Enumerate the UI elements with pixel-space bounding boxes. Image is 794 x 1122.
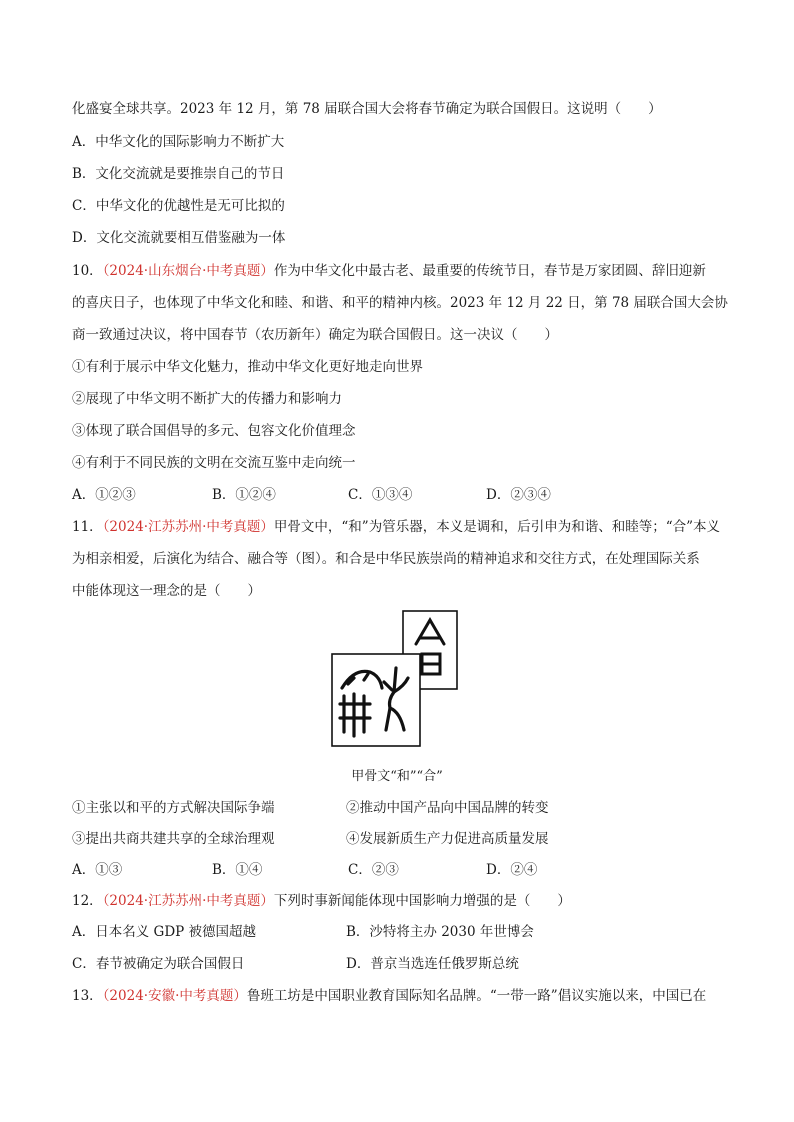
q13-stem bbox=[72, 986, 724, 1006]
q11-option-c[interactable]: C．②③ bbox=[348, 862, 399, 878]
q12-stem bbox=[72, 891, 724, 911]
q11-statement-3: ③提出共商共建共享的全球治理观 bbox=[72, 831, 275, 847]
q10-stem-line1 bbox=[72, 261, 724, 281]
q12-text: 下列时事新闻能体现中国影响力增强的是（ ） bbox=[273, 893, 571, 909]
q9-option-c[interactable]: C．中华文化的优越性是无可比拟的 bbox=[72, 198, 285, 214]
q10-statement-2: ②展现了中华文明不断扩大的传播力和影响力 bbox=[72, 391, 342, 407]
q10-stem-line2: 的喜庆日子，也体现了中华文化和睦、和谐、和平的精神内核。2023 年 12 月 22 日，第 78 届联合国大会协 bbox=[72, 295, 728, 311]
q11-statement-4: ④发展新质生产力促进高质量发展 bbox=[346, 831, 549, 847]
q11-statement-1: ①主张以和平的方式解决国际争端 bbox=[72, 800, 275, 816]
q12-options-row1 bbox=[72, 922, 724, 942]
q9-option-b[interactable]: B．文化交流就是要推崇自己的节日 bbox=[72, 166, 285, 182]
q9-option-d[interactable]: D．文化交流就要相互借鉴融为一体 bbox=[72, 230, 286, 246]
q10-statement-1: ①有利于展示中华文化魅力，推动中华文化更好地走向世界 bbox=[72, 359, 423, 375]
q10-source: （2024·山东烟台·中考真题） bbox=[102, 263, 274, 279]
q10-option-c[interactable]: C．①③④ bbox=[348, 487, 413, 503]
q11-statement-2: ②推动中国产品向中国品牌的转变 bbox=[346, 800, 549, 816]
q11-statements-row1 bbox=[72, 798, 724, 818]
q11-stem-line1 bbox=[72, 517, 724, 537]
q11-source: （2024·江苏苏州·中考真题） bbox=[102, 519, 274, 535]
q11-option-b[interactable]: B．①④ bbox=[212, 862, 263, 878]
q10-number: 10． bbox=[72, 263, 103, 279]
q10-stem-line3: 商一致通过决议，将中国春节（农历新年）确定为联合国假日。这一决议（ ） bbox=[72, 327, 558, 343]
q10-option-d[interactable]: D．②③④ bbox=[486, 487, 551, 503]
q13-text: 鲁班工坊是中国职业教育国际知名品牌。“一带一路”倡议实施以来，中国已在 bbox=[246, 988, 707, 1004]
q11-stem-line3: 中能体现这一理念的是（ ） bbox=[72, 583, 261, 599]
q10-statement-3: ③体现了联合国倡导的多元、包容文化价值理念 bbox=[72, 423, 356, 439]
q13-number: 13． bbox=[72, 988, 103, 1004]
q11-stem-line2: 为相亲相爱，后演化为结合、融合等（图）。和合是中华民族崇尚的精神追求和交往方式，在处理国际关系 bbox=[72, 551, 700, 567]
q11-number: 11． bbox=[72, 519, 103, 535]
oracle-bone-figure bbox=[330, 608, 460, 748]
q10-text: 作为中华文化中最古老、最重要的传统节日，春节是万家团圆、辞旧迎新 bbox=[273, 263, 706, 279]
figure-caption: 甲骨文“和”“合” bbox=[351, 769, 443, 784]
q13-source: （2024·安徽·中考真题） bbox=[102, 988, 247, 1004]
q12-source: （2024·江苏苏州·中考真题） bbox=[102, 893, 274, 909]
q12-number: 12． bbox=[72, 893, 103, 909]
q11-option-a[interactable]: A．①③ bbox=[72, 862, 123, 878]
q11-text: 甲骨文中，“和”为管乐器，本义是调和，后引申为和谐、和睦等；“合”本义 bbox=[273, 519, 720, 535]
q12-option-a[interactable]: A．日本名义 GDP 被德国超越 bbox=[72, 924, 257, 940]
oracle-bone-illustration bbox=[330, 608, 460, 748]
q12-option-d[interactable]: D．普京当选连任俄罗斯总统 bbox=[346, 956, 519, 972]
q11-statements-row2 bbox=[72, 829, 724, 849]
q11-option-d[interactable]: D．②④ bbox=[486, 862, 538, 878]
q10-option-a[interactable]: A．①②③ bbox=[72, 487, 136, 503]
q12-option-c[interactable]: C．春节被确定为联合国假日 bbox=[72, 956, 245, 972]
q12-options-row2 bbox=[72, 954, 724, 974]
q10-option-b[interactable]: B．①②④ bbox=[212, 487, 276, 503]
q10-statement-4: ④有利于不同民族的文明在交流互鉴中走向统一 bbox=[72, 455, 356, 471]
q9-stem-tail: 化盛宴全球共享。2023 年 12 月，第 78 届联合国大会将春节确定为联合国假日。这说明（ ） bbox=[72, 101, 662, 117]
q12-option-b[interactable]: B．沙特将主办 2030 年世博会 bbox=[346, 924, 534, 940]
q9-option-a[interactable]: A．中华文化的国际影响力不断扩大 bbox=[72, 134, 285, 150]
